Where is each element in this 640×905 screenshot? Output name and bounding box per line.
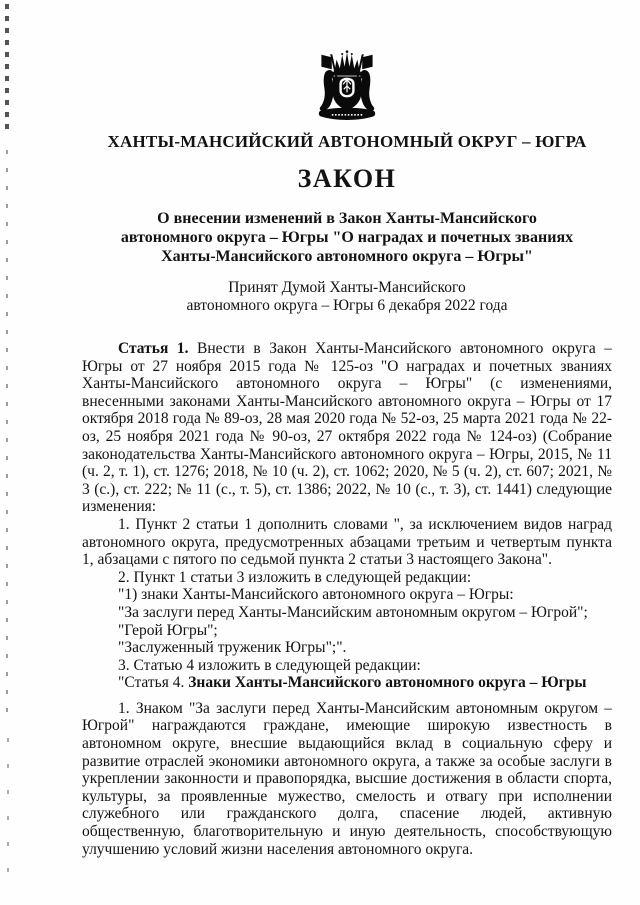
amendment-item-5: "Герой Югры"; [118, 621, 218, 639]
scan-artifacts-top [5, 4, 9, 132]
coat-of-arms [82, 47, 612, 125]
adoption-line-1: Принят Думой Ханты-Мансийского [228, 279, 466, 296]
document-type-heading: ЗАКОН [297, 164, 397, 193]
amendment-item-4: "За заслуги перед Ханты-Мансийским автономным округом – Югрой"; [118, 603, 588, 621]
amendment-item-7: 3. Статью 4 изложить в следующей редакции: [118, 656, 421, 674]
region-name: ХАНТЫ-МАНСИЙСКИЙ АВТОНОМНЫЙ ОКРУГ – ЮГРА [107, 132, 587, 151]
article-1-text: Внести в Закон Ханты-Мансийского автономного округа – Югры от 27 ноября 2015 года № 125-оз "О наградах и почетных званиях Ханты-Мансийского автономного округа – Югры" (с изменениями, внесенными законами Ханты-Мансийского автономного округа – Югры от 17 октября 2018 года № 89-оз, 28 мая 2020 года № 52-оз, 25 марта 2021 года № 22-оз, 25 ноября 2021 года № 90-оз, 27 октября 2022 года № 124-оз) (Собрание законодательства Ханты-Мансийского автономного округа – Югры, 2015, № 11 (ч. 2, т. 1), ст. 1276; 2018, № 10 (ч. 2), ст. 1062; 2020, № 5 (ч. 2), ст. 607; 2021, № 3 (с.), ст. 222; № 11 (с., т. 5), ст. 1386; 2022, № 10 (с., т. 3), ст. 1441) следующие изменения: [82, 340, 612, 516]
scan-artifacts-bottom [7, 738, 9, 888]
amendment-item-1: 1. Пункт 2 статьи 1 дополнить словами ", за исключением видов наград автономного округа, предусмотренных абзацами третьим и четвертым пункта 1, абзацами с пятого по седьмой пункта 2 статьи 3 настоящего Закона". [82, 515, 612, 569]
law-title-line-2: автономного округа – Югры "О наградах и почетных званиях [120, 229, 574, 246]
adoption-note [82, 279, 612, 315]
article-1-paragraph [82, 340, 612, 516]
article-4-title: Знаки Ханты-Мансийского автономного округа – Югры [188, 674, 587, 692]
final-paragraph: 1. Знаком "За заслуги перед Ханты-Мансийским автономным округом – Югрой" награждаются граждане, имеющие широкую известность в автономном округе, внесшие выдающийся вклад в социальную сферу и развитие отраслей экономики автономного округа, а также за особые заслуги в укреплении законности и правопорядка, высшие достижения в области спорта, культуры, за проявленные мужество, смелость и отвагу при исполнении служебного или гражданского долга, спасение людей, активную общественную, благотворительную и иную деятельность, способствующую улучшению условий жизни населения автономного округа. [82, 699, 612, 858]
amendment-item-2: 2. Пункт 1 статьи 3 изложить в следующей редакции: [118, 568, 472, 586]
amendment-item-6: "Заслуженный труженик Югры";". [118, 639, 347, 657]
article-1-label: Статья 1. [118, 340, 189, 357]
law-title-line-3: Ханты-Мансийского автономного округа – Югры" [161, 248, 533, 265]
document-content [82, 0, 612, 858]
article-4-line [82, 674, 612, 692]
article-4-prefix: "Статья 4. [118, 674, 189, 692]
law-title [82, 209, 612, 266]
law-body [82, 340, 612, 858]
adoption-line-2: автономного округа – Югры 6 декабря 2022 года [186, 297, 508, 314]
amendment-item-3: "1) знаки Ханты-Мансийского автономного округа – Югры: [118, 586, 514, 604]
law-title-line-1: О внесении изменений в Закон Ханты-Мансийского [157, 210, 537, 227]
scan-artifacts-middle [6, 150, 8, 725]
coat-of-arms-icon [311, 47, 383, 125]
